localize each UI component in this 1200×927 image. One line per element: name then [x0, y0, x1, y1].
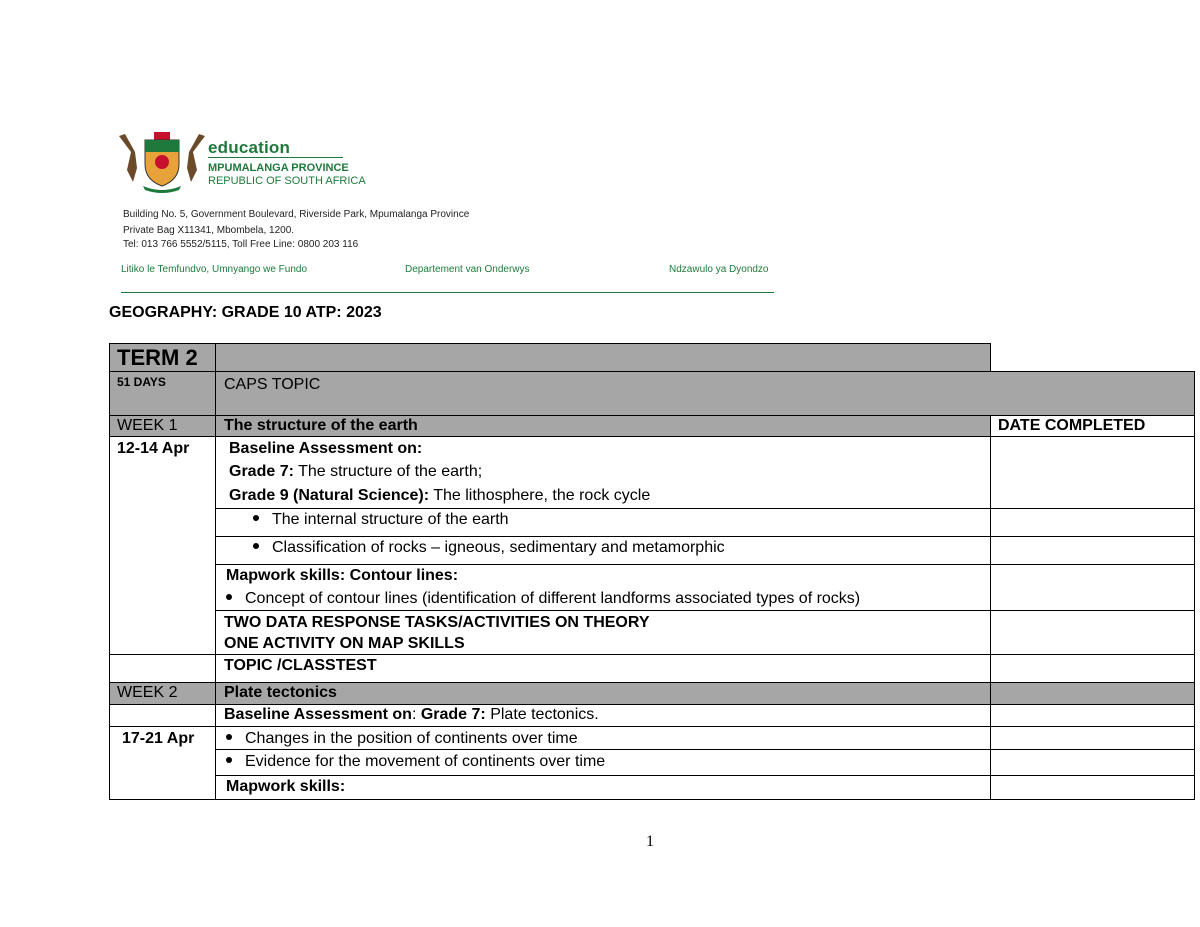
week2-dates: 17-21 Apr: [122, 730, 195, 747]
letterhead-divider: [121, 292, 774, 293]
list-item: Concept of contour lines (identification of different landforms associated types of rocks): [226, 590, 860, 608]
coat-of-arms-logo: [117, 130, 207, 194]
list-item: Evidence for the movement of continents over time: [226, 753, 605, 771]
table-cell: [990, 536, 1195, 565]
table-cell: [990, 682, 1195, 705]
days-label: 51 DAYS: [117, 375, 166, 389]
tasks-line: ONE ACTIVITY ON MAP SKILLS: [224, 635, 465, 652]
tasks-line: TWO DATA RESPONSE TASKS/ACTIVITIES ON THEORY: [224, 614, 650, 631]
table-cell: [990, 749, 1195, 776]
bullet-icon: [253, 515, 259, 521]
week1-topic: The structure of the earth: [224, 417, 418, 434]
grade7-text: The structure of the earth;: [293, 463, 483, 480]
bullet-icon: [226, 757, 232, 763]
address-line: Private Bag X11341, Mbombela, 1200.: [123, 225, 295, 236]
table-cell: [109, 654, 216, 683]
baseline1-heading: Baseline Assessment on:: [229, 440, 423, 457]
address-line: Building No. 5, Government Boulevard, Riverside Park, Mpumalanga Province: [123, 209, 470, 220]
brand-divider: [208, 157, 343, 158]
week2-label: WEEK 2: [117, 684, 178, 701]
province-name: MPUMALANGA PROVINCE: [208, 162, 349, 174]
table-cell: [215, 343, 991, 372]
grade9-label: Grade 9 (Natural Science):: [229, 487, 430, 504]
mapwork2-heading: Mapwork skills:: [226, 778, 346, 795]
page-number: 1: [646, 833, 654, 850]
table-cell: [109, 436, 216, 655]
table-cell: [990, 704, 1195, 727]
brand-name: education: [208, 138, 291, 157]
grade7-line: [229, 463, 482, 481]
table-cell: [990, 610, 1195, 655]
baseline2-colon: :: [411, 706, 421, 723]
bullet-icon: [226, 594, 232, 600]
week2-topic: Plate tectonics: [224, 684, 337, 701]
date-completed-header: DATE COMPLETED: [998, 417, 1146, 434]
grade9-text: The lithosphere, the rock cycle: [429, 487, 651, 504]
term-label: TERM 2: [117, 345, 198, 370]
table-cell: [990, 508, 1195, 537]
grade7-label: Grade 7:: [229, 463, 294, 480]
department-name-swati: Litiko le Temfundvo, Umnyango we Fundo: [121, 264, 308, 275]
table-cell: [109, 704, 216, 727]
bullet-icon: [253, 543, 259, 549]
list-item: Classification of rocks – igneous, sedimentary and metamorphic: [253, 539, 725, 557]
baseline2-grade: Grade 7:: [420, 706, 486, 723]
department-name-afrikaans: Departement van Onderwys: [405, 264, 530, 275]
table-bottom-border: [109, 799, 216, 800]
caps-topic-header: CAPS TOPIC: [224, 376, 321, 393]
week1-dates: 12-14 Apr: [117, 440, 190, 457]
list-item: Changes in the position of continents over time: [226, 730, 578, 748]
address-line: Tel: 013 766 5552/5115, Toll Free Line: 0800 203 116: [123, 239, 359, 250]
classtest-label: TOPIC /CLASSTEST: [224, 657, 377, 674]
table-cell: [990, 726, 1195, 750]
republic-name: REPUBLIC OF SOUTH AFRICA: [208, 175, 366, 187]
table-cell: [990, 436, 1195, 509]
table-cell: [215, 371, 1195, 416]
department-name-tsonga: Ndzawulo ya Dyondzo: [669, 264, 769, 275]
bullet-icon: [226, 734, 232, 740]
week1-label: WEEK 1: [117, 417, 178, 434]
grade9-line: [229, 487, 650, 505]
baseline2-label: Baseline Assessment on: [224, 706, 412, 723]
table-cell: [990, 775, 1195, 800]
baseline2-text: Plate tectonics.: [485, 706, 599, 723]
baseline2-line: [224, 706, 599, 724]
table-cell: [990, 654, 1195, 683]
document-title: GEOGRAPHY: GRADE 10 ATP: 2023: [109, 304, 382, 321]
mapwork1-heading: Mapwork skills: Contour lines:: [226, 567, 459, 584]
list-item: The internal structure of the earth: [253, 511, 509, 529]
table-cell: [990, 564, 1195, 611]
